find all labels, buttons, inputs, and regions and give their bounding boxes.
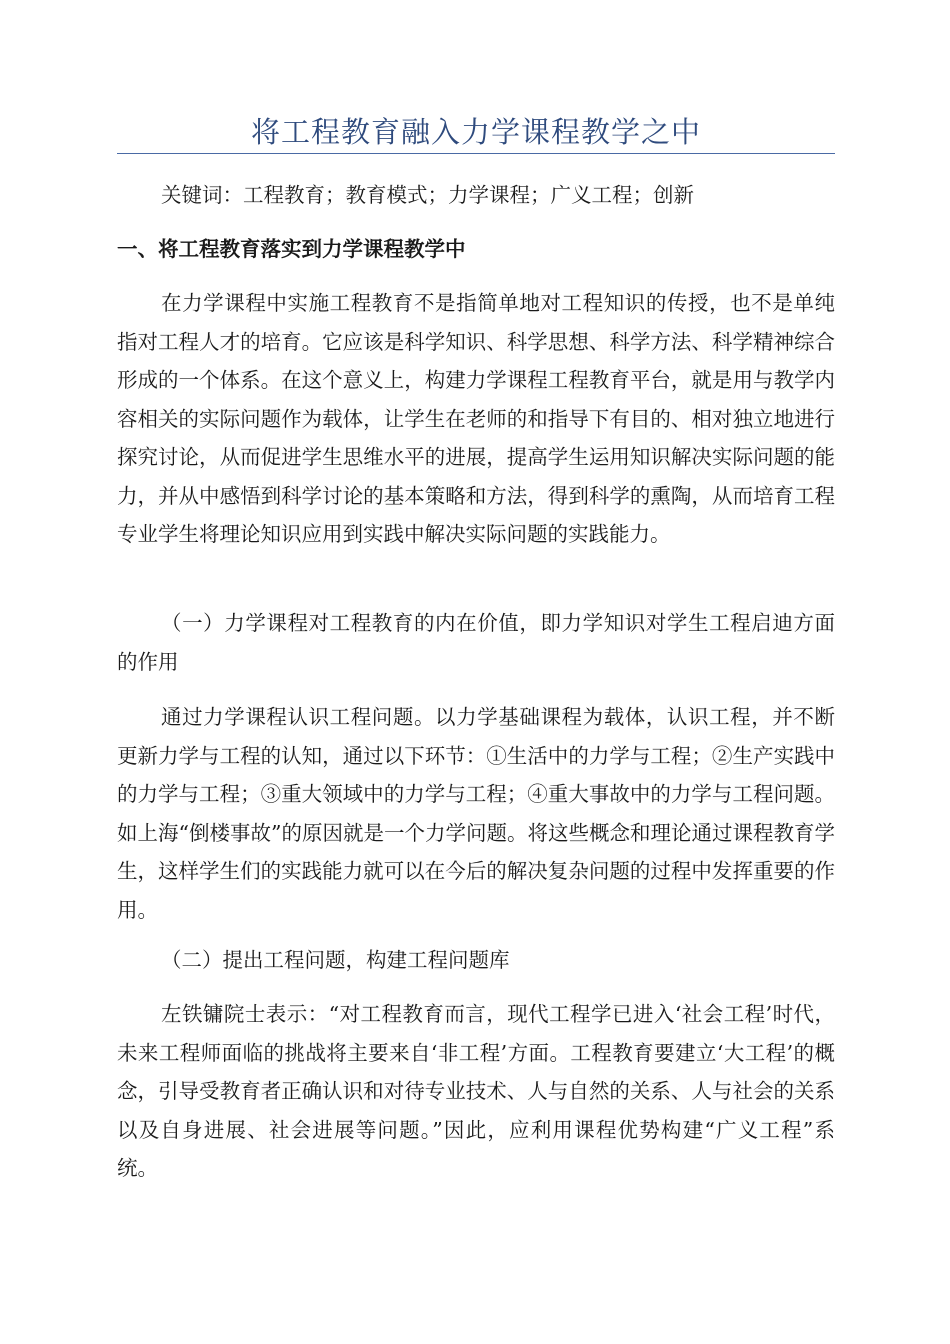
paragraph-2: 通过力学课程认识工程问题。以力学基础课程为载体，认识工程，并不断更新力学与工程的认知，通过以下环节：①生活中的力学与工程；②生产实践中的力学与工程；③重大领域中的力学与工程；④重大事故中的力学与工程问题。如上海“倒楼事故”的原因就是一个力学问题。将这些概念和理论通过课程教育学生，这样学生们的实践能力就可以在今后的解决复杂问题的过程中发挥重要的作用。 (117, 705, 835, 922)
paragraph-3: 左铁镛院士表示：“对工程教育而言，现代工程学已进入‘社会工程’时代，未来工程师面临的挑战将主要来自‘非工程’方面。工程教育要建立‘大工程’的概念，引导受教育者正确认识和对待专业技术、人与自然的关系、人与社会的关系以及自身进展、社会进展等问题。”因此，应利用课程优势构建“广义工程”系统。 (117, 1002, 835, 1180)
document-title: 将工程教育融入力学课程教学之中 (250, 115, 701, 149)
paragraph-1: 在力学课程中实施工程教育不是指简单地对工程知识的传授，也不是单纯指对工程人才的培育。它应该是科学知识、科学思想、科学方法、科学精神综合形成的一个体系。在这个意义上，构建力学课程工程教育平台，就是用与教学内容相关的实际问题作为载体，让学生在老师的和指导下有目的、相对独立地进行探究讨论，从而促进学生思维水平的进展，提高学生运用知识解决实际问题的能力，并从中感悟到科学讨论的基本策略和方法，得到科学的熏陶，从而培育工程专业学生将理论知识应用到实践中解决实际问题的实践能力。 (117, 291, 835, 546)
subsection-heading-2: （二）提出工程问题，构建工程问题库 (161, 948, 510, 972)
keywords-line: 关键词：工程教育；教育模式；力学课程；广义工程；创新 (161, 183, 694, 207)
subsection-heading-1: （一）力学课程对工程教育的内在价值，即力学知识对学生工程启迪方面的作用 (117, 611, 835, 674)
section-heading-1: 一、将工程教育落实到力学课程教学中 (117, 237, 466, 261)
title-underline (117, 153, 835, 154)
